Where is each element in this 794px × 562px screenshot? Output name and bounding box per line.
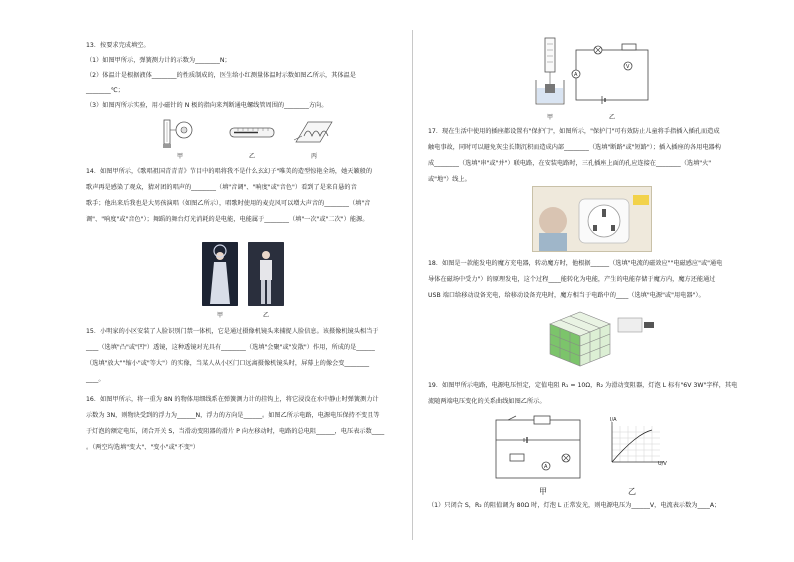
- svg-text:A: A: [574, 72, 578, 78]
- q13-cap-bing: 丙: [310, 153, 317, 160]
- q16-l4: 。（两空均选填"变大"、"变小"或"不变"）: [86, 444, 199, 451]
- q17-l3: 成________（选填"串"或"并"）联电路，在安装电路时，三孔插座上面的孔应连接在________（选填"火": [428, 160, 712, 167]
- q17-l1: 17．现在生活中使用的插座都设置有"保护门"，如图所示，"保护门"可有效防止儿童将手指插入插孔而造成: [428, 128, 720, 135]
- graph-ylabel: I/A: [610, 417, 617, 423]
- q17-l4: 或"地"）线上。: [428, 176, 471, 183]
- q19-cap-jia: 甲: [539, 487, 547, 496]
- q15-l4: ____。: [86, 376, 105, 383]
- graph-xlabel: U/V: [658, 461, 667, 467]
- q13-s2b: ________℃；: [86, 87, 124, 94]
- column-divider: [412, 30, 413, 540]
- q14-l4: 调"、"响度"或"音色"）；舞蹈的舞台灯光消耗的是电能，电能属于________（填"一次"或"二次"）能源。: [86, 216, 369, 223]
- q18-l1: 18．如图是一款能发电的魔方充电器，转动魔方时，他根据______（选填"电流的磁效应""电磁感应"或"通电: [428, 260, 723, 267]
- svg-text:V: V: [626, 64, 630, 70]
- q14-l1: 14．如图甲所示，《歌唱祖国青青青》节目中的唱将我不是什么玄幻子"唯美的造型惊艳全场，她天籁般的: [86, 168, 373, 175]
- q16-l3: 于灯泡的额定电压，闭合开关 S，当滑动变阻器的滑片 P 向左移动时，电路的总电阻______，电压表示数____: [86, 428, 385, 435]
- q13-s1: （1）如图甲所示，弹簧测力计的示数为________N；: [86, 57, 231, 64]
- q16-l2: 示数为 3N，则物块受到的浮力为______N，浮力的方向是______。如图乙所示电路，电源电压保持不变且等: [86, 412, 380, 419]
- scale-in-water-figure: [532, 36, 568, 108]
- socket-photo: [532, 186, 652, 252]
- q13-cap-yi: 乙: [248, 153, 255, 160]
- q13-cap-jia: 甲: [176, 153, 183, 160]
- q19-cap-yi: 乙: [628, 487, 636, 496]
- q14-l3: 歌手；他出来后我也是大男孩演唱（如图乙所示），唱歌时使用的麦克风可以增大声音的________（填"音: [86, 200, 371, 207]
- q14-cap-yi: 乙: [262, 312, 269, 319]
- q16-l1: 16．如图甲所示，将一重为 8N 的物体用细线系在弹簧测力计的挂钩上，将它浸没在水中静止时弹簧测力计: [86, 396, 379, 403]
- top-cap-jia: 甲: [546, 114, 553, 121]
- q15-l3: （选填"放大""缩小"或"等大"）的实像，当某人从小区门口远离摄像机镜头时，屏幕上的像会变________: [86, 360, 370, 367]
- q15-l2: ____（选填"凸"或"凹"）透镜，这种透镜对光具有________（选填"会聚"或"发散"）作用，所成的是______: [86, 344, 375, 351]
- thermometer-figure: [228, 122, 278, 144]
- q13-s2: （2）体温计是根据液体________的性质制成的，医生给小红测量体温时示数如图乙所示，其体温是: [86, 72, 356, 79]
- q17-l2: 触电事故，同时可以避免灰尘长期沉积而造成内部________（选填"断路"或"短路"）；插入插座的各用电器构: [428, 144, 721, 151]
- cube-charger-figure: [540, 304, 660, 368]
- circuit-yi-figure: [572, 40, 652, 106]
- q18-l2: 导体在磁场中受力"）的原理发电，这个过程____能转化为电能，产生的电能存储于魔方内，魔方还能通过: [428, 276, 716, 283]
- spring-scale-figure: [158, 118, 198, 150]
- q14-cap-jia: 甲: [216, 312, 223, 319]
- q19-l2: 流随两端电压变化的关系曲线如图乙所示。: [428, 398, 546, 405]
- q18-l3: USB 端口给移动设备充电，给移动设备充电时，魔方相当于电路中的____（选填"电源"或"用电器"）。: [428, 292, 705, 299]
- q13-s3: （3）如图丙所示实验，用小磁针的 N 极的指向来判断通电螺线管周围的________方向。: [86, 102, 328, 109]
- solenoid-figure: [292, 116, 336, 146]
- top-cap-yi: 乙: [608, 114, 615, 121]
- svg-text:A: A: [544, 464, 548, 470]
- circuit-jia-figure: [490, 414, 586, 482]
- q14-l2: 歌声再是感染了观众，猜对团的唱声的________（填"音调"、"响度"或"音色"）看到了是来自悬的音: [86, 184, 357, 191]
- q13-title: 13．按要求完成填空。: [86, 42, 150, 49]
- singer-photo-yi: [248, 242, 284, 306]
- q19-s1: （1）只闭合 S，R₂ 的阻值调为 80Ω 时，灯泡 L 正常发光，则电源电压为______V，电流表示数为____A；: [428, 502, 721, 509]
- q15-l1: 15．小明家的小区安装了人脸识别门禁一体机，它是通过摄像机镜头来捕捉人脸信息。该摄像机镜头相当于: [86, 328, 379, 335]
- q19-l1: 19．如图甲所示电路，电源电压恒定，定值电阻 R₁ = 10Ω，R₂ 为滑动变阻器，灯泡 L 标有"6V 3W"字样，其电: [428, 382, 738, 389]
- singer-photo-jia: [202, 242, 238, 306]
